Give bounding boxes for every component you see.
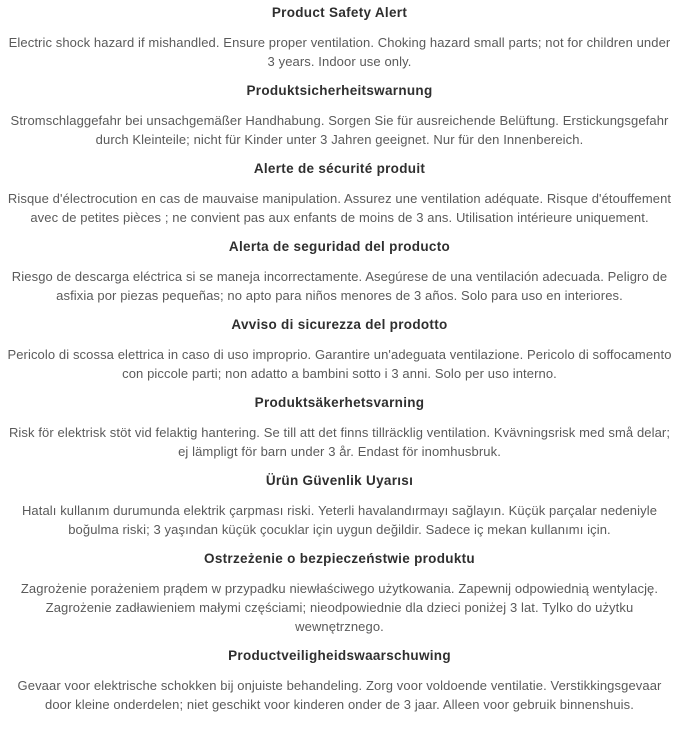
- section-body-french: Risque d'électrocution en cas de mauvaise manipulation. Assurez une ventilation adéquate. Risque d'étouffement avec de petites pièces ; ne convient pas aux enfants de moins de 3 ans. Utilisation intérieure uniquement.: [7, 191, 672, 225]
- safety-section-french: [7, 161, 672, 227]
- safety-section-italian: [7, 317, 672, 383]
- section-heading-spanish: Alerta de seguridad del producto: [228, 239, 451, 254]
- section-heading-dutch: Productveiligheidswaarschuwing: [228, 648, 451, 663]
- section-heading-german: Produktsicherheitswarnung: [246, 83, 433, 98]
- section-body-german: Stromschlaggefahr bei unsachgemäßer Handhabung. Sorgen Sie für ausreichende Belüftung. Erstickungsgefahr durch Kleinteile; nicht für Kinder unter 3 Jahren geeignet. Nur für den Innenbereich.: [10, 113, 669, 147]
- section-heading-italian: Avviso di sicurezza del prodotto: [231, 317, 448, 332]
- safety-section-spanish: [7, 239, 672, 305]
- section-body-english: Electric shock hazard if mishandled. Ensure proper ventilation. Choking hazard small parts; not for children under 3 years. Indoor use only.: [8, 35, 671, 69]
- section-body-dutch: Gevaar voor elektrische schokken bij onjuiste behandeling. Zorg voor voldoende ventilatie. Verstikkingsgevaar door kleine onderdelen; niet geschikt voor kinderen onder de 3 jaar. Alleen voor gebruik binnenshuis.: [17, 678, 662, 712]
- section-heading-swedish: Produktsäkerhetsvarning: [254, 395, 425, 410]
- safety-section-polish: [7, 551, 672, 636]
- section-body-spanish: Riesgo de descarga eléctrica si se maneja incorrectamente. Asegúrese de una ventilación adecuada. Peligro de asfixia por piezas pequeñas; no apto para niños menores de 3 años. Solo para uso en interiores.: [11, 269, 668, 303]
- section-body-italian: Pericolo di scossa elettrica in caso di uso improprio. Garantire un'adeguata ventilazione. Pericolo di soffocamento con piccole parti; non adatto a bambini sotto i 3 anni. Solo per uso interno.: [7, 347, 672, 381]
- safety-section-turkish: [7, 473, 672, 539]
- safety-section-swedish: [7, 395, 672, 461]
- section-heading-turkish: Ürün Güvenlik Uyarısı: [265, 473, 414, 488]
- section-heading-french: Alerte de sécurité produit: [253, 161, 426, 176]
- safety-section-dutch: [7, 648, 672, 714]
- section-body-polish: Zagrożenie porażeniem prądem w przypadku niewłaściwego użytkowania. Zapewnij odpowiednią wentylację. Zagrożenie zadławieniem małymi częściami; nieodpowiednie dla dzieci poniżej 3 lat. Tylko do użytku wewnętrznego.: [20, 581, 659, 634]
- safety-section-english: [7, 5, 672, 71]
- safety-section-german: [7, 83, 672, 149]
- section-body-turkish: Hatalı kullanım durumunda elektrik çarpması riski. Yeterli havalandırmayı sağlayın. Küçük parçalar nedeniyle boğulma riski; 3 yaşından küçük çocuklar için uygun değildir. Sadece iç mekan kullanımı için.: [21, 503, 658, 537]
- section-heading-english: Product Safety Alert: [271, 5, 408, 20]
- section-body-swedish: Risk för elektrisk stöt vid felaktig hantering. Se till att det finns tillräcklig ventilation. Kvävningsrisk med små delar; ej lämpligt för barn under 3 år. Endast för inomhusbruk.: [8, 425, 671, 459]
- section-heading-polish: Ostrzeżenie o bezpieczeństwie produktu: [204, 551, 475, 566]
